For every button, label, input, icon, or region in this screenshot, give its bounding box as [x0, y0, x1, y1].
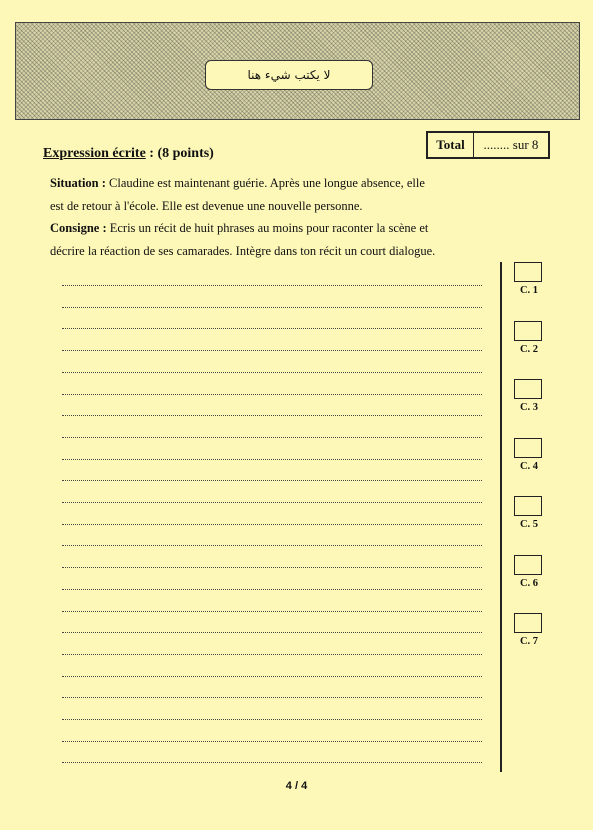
total-label: Total	[428, 133, 474, 157]
page-number: 4 / 4	[285, 780, 308, 792]
answer-line[interactable]	[62, 654, 482, 655]
criterion-score-box[interactable]	[514, 262, 542, 282]
section-title-points: : (8 points)	[145, 146, 214, 161]
answer-line[interactable]	[62, 459, 482, 460]
consigne-text-2: décrire la réaction de ses camarades. Intègre dans ton récit un court dialogue.	[50, 243, 436, 258]
situation-text-1: Claudine est maintenant guérie. Après une longue absence, elle	[105, 176, 425, 190]
criterion-label: C. 6	[519, 577, 539, 589]
criterion-label: C. 4	[519, 460, 539, 472]
criterion-label: C. 3	[519, 402, 539, 413]
answer-line[interactable]	[62, 350, 482, 351]
consigne-paragraph	[50, 217, 510, 262]
answer-line[interactable]	[62, 611, 482, 612]
answer-line[interactable]	[62, 307, 482, 308]
answer-line[interactable]	[62, 415, 482, 416]
answer-line[interactable]	[62, 394, 482, 395]
criteria-separator	[500, 262, 502, 772]
answer-line[interactable]	[62, 697, 482, 698]
criterion-score-box[interactable]	[514, 555, 542, 575]
answer-line[interactable]	[62, 524, 482, 525]
situation-text-2: est de retour à l'école. Elle est devenue une nouvelle personne.	[50, 198, 363, 213]
answer-line[interactable]	[62, 741, 482, 742]
answer-line[interactable]	[62, 502, 482, 503]
criterion-score-box[interactable]	[514, 438, 542, 458]
situation-paragraph	[50, 172, 510, 217]
situation-label: Situation :	[50, 176, 106, 190]
criterion-score-box[interactable]	[514, 613, 542, 633]
consigne-text-1: Ecris un récit de huit phrases au moins pour raconter la scène et	[106, 221, 429, 235]
answer-line[interactable]	[62, 480, 482, 481]
criterion-score-box[interactable]	[514, 379, 542, 399]
answer-line[interactable]	[62, 719, 482, 720]
answer-line[interactable]	[62, 437, 482, 438]
answer-line[interactable]	[62, 589, 482, 590]
total-value[interactable]: ........ sur 8	[483, 137, 539, 152]
consigne-label: Consigne :	[50, 221, 107, 235]
answer-line[interactable]	[62, 372, 482, 373]
no-write-label: لا يكتب شيء هنا	[205, 60, 373, 90]
section-title	[43, 146, 214, 162]
criterion-score-box[interactable]	[514, 496, 542, 516]
criterion-label: C. 2	[519, 343, 539, 355]
total-score-box	[426, 131, 550, 159]
criterion-label: C. 7	[519, 636, 539, 647]
answer-line[interactable]	[62, 285, 482, 286]
criterion-label: C. 1	[519, 285, 539, 296]
answer-line[interactable]	[62, 676, 482, 677]
answer-line[interactable]	[62, 328, 482, 329]
section-title-main: Expression écrite	[43, 146, 146, 161]
answer-line[interactable]	[62, 762, 482, 763]
answer-line[interactable]	[62, 567, 482, 568]
criterion-score-box[interactable]	[514, 321, 542, 341]
criterion-label: C. 5	[519, 519, 539, 530]
answer-line[interactable]	[62, 632, 482, 633]
answer-line[interactable]	[62, 545, 482, 546]
